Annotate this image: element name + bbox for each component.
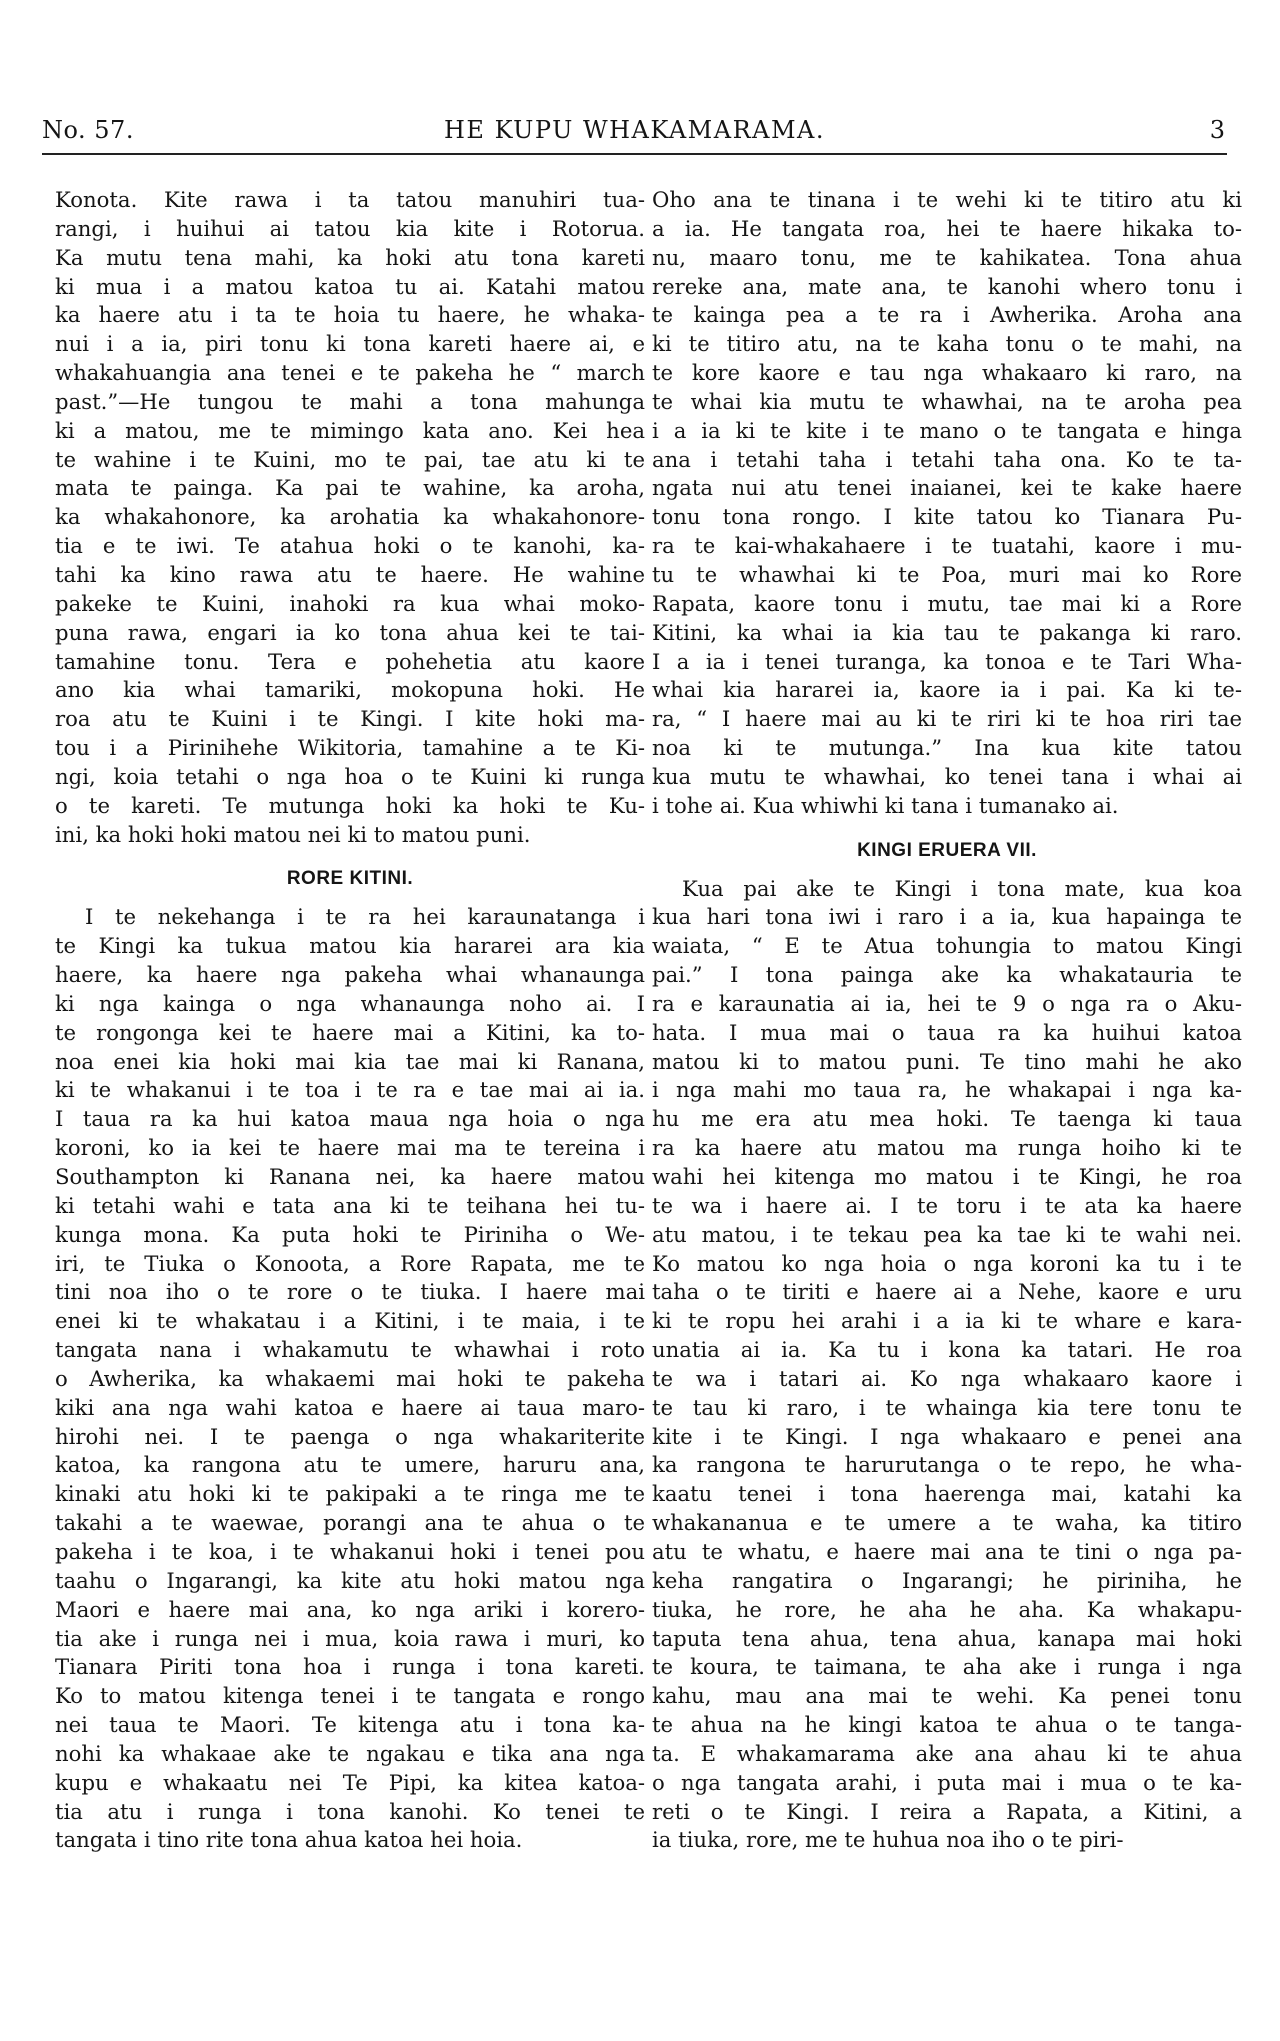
text-line: hirohi nei. I te paenga o nga whakariterite — [55, 1423, 645, 1449]
right-intro-paragraph — [652, 186, 1242, 821]
text-line: reti o te Kingi. I reira a Rapata, a Kitini, a — [652, 1798, 1242, 1824]
text-line: ra te kai-whakahaere i te tuatahi, kaore i mu- — [652, 533, 1242, 559]
text-line: tamahine tonu. Tera e pohehetia atu kaore — [55, 648, 645, 674]
left-intro-paragraph — [55, 186, 645, 849]
text-line: tou i a Pirinihehe Wikitoria, tamahine a te Ki- — [55, 735, 645, 761]
left-column — [55, 186, 645, 1855]
text-line: i tohe ai. Kua whiwhi ki tana i tumanako ai. — [652, 792, 1119, 818]
section-heading-kingi-eruera: KINGI ERUERA VII. — [857, 839, 1037, 861]
header-rule — [42, 153, 1227, 155]
text-line: kua hari tona iwi i raro i a ia, kua hapainga te — [652, 904, 1242, 930]
text-line: taahu o Ingarangi, ka kite atu hoki matou nga — [55, 1567, 645, 1593]
text-line: unatia ai ia. Ka tu i kona ka tatari. He roa — [652, 1337, 1242, 1363]
section-heading-rore-kitini: RORE KITINI. — [286, 868, 414, 890]
text-line: nui i a ia, piri tonu ki tona kareti haere ai, e — [55, 331, 645, 357]
text-line: i a ia ki te kite i te mano o te tangata e hinga — [652, 417, 1242, 443]
right-column — [652, 186, 1242, 1855]
text-line: ano kia whai tamariki, mokopuna hoki. He — [55, 677, 645, 703]
text-line: matou ki to matou puni. Te tino mahi he ako — [652, 1048, 1242, 1074]
text-line: te tau ki raro, i te whainga kia tere tonu te — [652, 1394, 1242, 1420]
text-line: tahi ka kino rawa atu te haere. He wahine — [55, 561, 645, 587]
text-line: tia atu i runga i tona kanohi. Ko tenei te — [55, 1798, 645, 1824]
text-line: katoa, ka rangona atu te umere, haruru ana, — [55, 1452, 645, 1478]
text-line: atu matou, i te tekau pea ka tae ki te wahi nei. — [652, 1221, 1242, 1247]
text-line: kaatu tenei i tona haerenga mai, katahi ka — [652, 1481, 1242, 1507]
text-line: hu me era atu mea hoki. Te taenga ki taua — [652, 1106, 1242, 1132]
publication-title: HE KUPU WHAKAMARAMA. — [443, 116, 826, 144]
text-line: noa enei kia hoki mai kia tae mai ki Ranana, — [55, 1048, 645, 1074]
text-line: Maori e haere mai ana, ko nga ariki i korero- — [55, 1596, 645, 1622]
text-line: te ahua na he kingi katoa te ahua o te tanga- — [652, 1712, 1242, 1738]
text-line: i nga mahi mo taua ra, he whakapai i nga ka- — [652, 1077, 1242, 1103]
text-line: tia e te iwi. Te atahua hoki o te kanohi, ka- — [55, 533, 645, 559]
text-line: takahi a te waewae, porangi ana te ahua o te — [55, 1510, 645, 1536]
text-line: tangata nana i whakamutu te whawhai i roto — [55, 1337, 645, 1363]
text-line: I a ia i tenei turanga, ka tonoa e te Tari Wha- — [652, 648, 1242, 674]
text-line: ini, ka hoki hoki matou nei ki to matou puni. — [55, 821, 531, 847]
text-line: whakananua e te umere a te waha, ka titiro — [652, 1510, 1242, 1536]
text-line: o te kareti. Te mutunga hoki ka hoki te Ku- — [55, 792, 645, 818]
text-line: hata. I mua mai o taua ra ka huihui katoa — [652, 1019, 1242, 1045]
text-line: ki mua i a matou katoa tu ai. Katahi matou — [55, 273, 645, 299]
text-line: waiata, “ E te Atua tohungia to matou Kingi — [652, 933, 1242, 959]
rore-kitini-paragraph — [55, 903, 645, 1855]
text-line: pakeke te Kuini, inahoki ra kua whai moko- — [55, 590, 645, 616]
text-line: te wahine i te Kuini, mo te pai, tae atu ki te — [55, 446, 645, 472]
text-line: ta. E whakamarama ake ana ahau ki te ahua — [652, 1740, 1242, 1766]
text-line: Tianara Piriti tona hoa i runga i tona kareti. — [55, 1654, 645, 1680]
text-line: kahu, mau ana mai te wehi. Ka penei tonu — [652, 1683, 1242, 1709]
text-line: kite i te Kingi. I nga whakaaro e penei ana — [652, 1423, 1242, 1449]
text-line: roa atu te Kuini i te Kingi. I kite hoki ma- — [55, 706, 645, 732]
text-line: whai kia hararei ia, kaore ia i pai. Ka ki te- — [652, 677, 1242, 703]
text-line: o nga tangata arahi, i puta mai i mua o te ka- — [652, 1769, 1242, 1795]
text-line: a ia. He tangata roa, hei te haere hikaka to- — [652, 215, 1242, 241]
text-line: mata te painga. Ka pai te wahine, ka aroha, — [55, 475, 645, 501]
text-line: Oho ana te tinana i te wehi ki te titiro atu ki — [652, 187, 1242, 212]
text-line: te koura, te taimana, te aha ake i runga i nga — [652, 1654, 1242, 1680]
text-line: nu, maaro tonu, me te kahikatea. Tona ahua — [652, 244, 1242, 270]
text-line: haere, ka haere nga pakeha whai whanaunga — [55, 962, 645, 988]
page-number: 3 — [1209, 116, 1225, 144]
text-line: I te nekehanga i te ra hei karaunatanga i — [85, 904, 645, 930]
text-line: ra, “ I haere mai au ki te riri ki te hoa riri tae — [652, 706, 1242, 732]
text-line: te wa i tatari ai. Ko nga whakaaro kaore i — [652, 1365, 1242, 1391]
text-line: puna rawa, engari ia ko tona ahua kei te tai- — [55, 619, 645, 645]
text-line: Kua pai ake te Kingi i tona mate, kua koa — [682, 875, 1242, 901]
text-line: kunga mona. Ka puta hoki te Piriniha o We- — [55, 1221, 645, 1247]
text-line: taha o te tiriti e haere ai a Nehe, kaore e uru — [652, 1279, 1242, 1305]
text-line: rangi, i huihui ai tatou kia kite i Rotorua. — [55, 215, 645, 241]
text-line: enei ki te whakatau i a Kitini, i te maia, i te — [55, 1308, 645, 1334]
text-line: Rapata, kaore tonu i mutu, tae mai ki a Rore — [652, 590, 1242, 616]
text-line: ki a matou, me te mimingo kata ano. Kei hea — [55, 417, 645, 443]
text-line: tu te whawhai ki te Poa, muri mai ko Rore — [652, 561, 1242, 587]
text-line: kupu e whakaatu nei Te Pipi, ka kitea katoa- — [55, 1769, 645, 1795]
text-line: tini noa iho o te rore o te tiuka. I haere mai — [55, 1279, 645, 1305]
text-line: nei taua te Maori. Te kitenga atu i tona ka- — [55, 1712, 645, 1738]
text-line: kinaki atu hoki ki te pakipaki a te ringa me te — [55, 1481, 645, 1507]
text-line: ki tetahi wahi e tata ana ki te teihana hei tu- — [55, 1192, 645, 1218]
text-line: Southampton ki Ranana nei, ka haere matou — [55, 1164, 645, 1189]
kingi-eruera-paragraph — [652, 875, 1242, 1856]
text-line: pai.” I tona painga ake ka whakatauria te — [652, 962, 1242, 988]
text-line: ki te ropu hei arahi i a ia ki te whare e kara- — [652, 1308, 1242, 1334]
text-line: kiki ana nga wahi katoa e haere ai taua maro- — [55, 1394, 645, 1420]
text-line: ra e karaunatia ai ia, hei te 9 o nga ra o Aku- — [652, 990, 1242, 1016]
text-line: tangata i tino rite tona ahua katoa hei hoia. — [55, 1827, 523, 1853]
text-line: ka whakahonore, ka arohatia ka whakahonore- — [55, 504, 645, 530]
text-line: ra ka haere atu matou ma runga hoiho ki te — [652, 1135, 1242, 1161]
text-line: whakahuangia ana tenei e te pakeha he “ march — [55, 360, 645, 386]
text-line: te wa i haere ai. I te toru i te ata ka haere — [652, 1192, 1242, 1218]
text-line: Konota. Kite rawa i ta tatou manuhiri tua- — [55, 187, 645, 212]
text-line: ngata nui atu tenei inaianei, kei te kake haere — [652, 475, 1242, 501]
text-line: nohi ka whakaae ake te ngakau e tika ana nga — [55, 1740, 645, 1766]
text-line: tiuka, he rore, he aha he aha. Ka whakapu- — [652, 1596, 1242, 1622]
text-line: kua mutu te whawhai, ko tenei tana i whai ai — [652, 763, 1242, 789]
text-line: te Kingi ka tukua matou kia hararei ara kia — [55, 933, 645, 959]
text-line: te kore kaore e tau nga whakaaro ki raro, na — [652, 360, 1242, 386]
text-line: Ko matou ko nga hoia o nga koroni ka tu i te — [652, 1250, 1242, 1276]
text-line: Ko to matou kitenga tenei i te tangata e rongo — [55, 1683, 645, 1709]
text-line: keha rangatira o Ingarangi; he piriniha, he — [652, 1567, 1242, 1593]
text-line: tonu tona rongo. I kite tatou ko Tianara Pu- — [652, 504, 1242, 530]
text-line: tia ake i runga nei i mua, koia rawa i muri, ko — [55, 1625, 645, 1651]
text-line: pakeha i te koa, i te whakanui hoki i tenei pou — [55, 1538, 645, 1564]
text-line: o Awherika, ka whakaemi mai hoki te pakeha — [55, 1365, 645, 1391]
text-line: Kitini, ka whai ia kia tau te pakanga ki raro. — [652, 619, 1242, 645]
text-line: ki te whakanui i te toa i te ra e tae mai ai ia. — [55, 1077, 645, 1103]
text-line: te whai kia mutu te whawhai, na te aroha pea — [652, 388, 1242, 414]
text-line: ana i tetahi taha i tetahi taha ona. Ko te ta- — [652, 446, 1242, 472]
text-line: ka rangona te harurutanga o te repo, he wha- — [652, 1452, 1242, 1478]
issue-number: No. 57. — [42, 116, 134, 144]
text-line: wahi hei kitenga mo matou i te Kingi, he roa — [652, 1164, 1242, 1189]
text-line: ka haere atu i ta te hoia tu haere, he whaka- — [55, 302, 645, 328]
text-line: past.”—He tungou te mahi a tona mahunga — [55, 388, 645, 414]
text-line: atu te whatu, e haere mai ana te tini o nga pa- — [652, 1538, 1242, 1564]
text-line: Ka mutu tena mahi, ka hoki atu tona kareti — [55, 244, 645, 270]
text-line: ia tiuka, rore, me te huhua noa iho o te piri- — [652, 1827, 1124, 1853]
text-line: te kainga pea a te ra i Awherika. Aroha ana — [652, 302, 1242, 328]
text-line: taputa tena ahua, tena ahua, kanapa mai hoki — [652, 1625, 1242, 1651]
text-line: ngi, koia tetahi o nga hoa o te Kuini ki runga — [55, 763, 645, 789]
text-line: ki nga kainga o nga whanaunga noho ai. I — [55, 990, 645, 1016]
text-line: rereke ana, mate ana, te kanohi whero tonu i — [652, 273, 1242, 299]
text-line: ki te titiro atu, na te kaha tonu o te mahi, na — [652, 331, 1242, 357]
text-line: noa ki te mutunga.” Ina kua kite tatou — [652, 735, 1242, 761]
page-header — [42, 108, 1227, 158]
text-line: iri, te Tiuka o Konoota, a Rore Rapata, me te — [55, 1250, 645, 1276]
text-line: I taua ra ka hui katoa maua nga hoia o nga — [55, 1106, 645, 1132]
text-line: te rongonga kei te haere mai a Kitini, ka to- — [55, 1019, 645, 1045]
text-line: koroni, ko ia kei te haere mai ma te tereina i — [55, 1135, 645, 1161]
